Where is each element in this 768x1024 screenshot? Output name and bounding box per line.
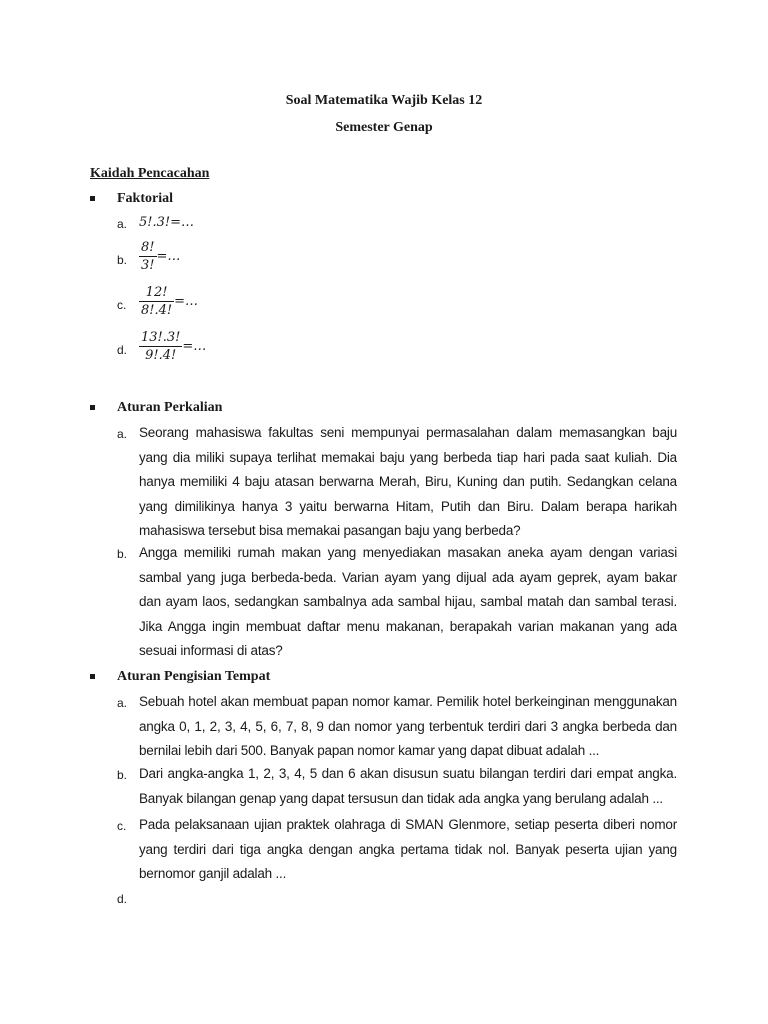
question-text: Dari angka-angka 1, 2, 3, 4, 5 dan 6 akan disusun suatu bilangan terdiri dari empat angka. Banyak bilangan genap yang dapat tersusun dan tidak ada angka yang berulang adalah ... xyxy=(139,766,677,806)
item-marker: b. xyxy=(117,768,128,782)
fraction-numerator: 13!.3! xyxy=(141,330,181,345)
item-marker: a. xyxy=(117,696,128,710)
fraction-numerator: 12! xyxy=(145,285,168,300)
item-marker: d. xyxy=(117,343,128,357)
item-marker: c. xyxy=(117,298,127,312)
document-title: Soal Matematika Wajib Kelas 12 xyxy=(285,93,483,108)
fraction-tail: =… xyxy=(156,249,181,264)
item-marker: a. xyxy=(117,217,128,231)
fraction xyxy=(139,285,174,318)
math-expression xyxy=(139,330,206,363)
math-expression xyxy=(139,285,198,318)
question-text: Seorang mahasiswa fakultas seni mempunyai permasalahan dalam memasangkan baju yang dia miliki supaya terlihat memakai baju yang berbeda tiap hari pada saat kuliah. Dia hanya memiliki 4 baju atasan berwarna Merah, Biru, Kuning dan putih. Sedangkan celana yang dimilikinya hanya 3 yaitu berwarna Hitam, Putih dan Biru. Dalam berapa harikah mahasiswa tersebut bisa memakai pasangan baju yang berbeda? xyxy=(139,425,677,538)
fraction xyxy=(139,330,182,363)
fraction-denominator: 9!.4! xyxy=(139,346,182,363)
bullet-square-icon xyxy=(90,405,95,410)
item-marker: b. xyxy=(117,547,128,561)
question-text: Pada pelaksanaan ujian praktek olahraga di SMAN Glenmore, setiap peserta diberi nomor yang terdiri dari tiga angka dengan angka pertama tidak nol. Banyak peserta ujian yang bernomor ganjil adalah ... xyxy=(139,817,677,881)
item-marker: d. xyxy=(117,892,128,906)
bullet-square-icon xyxy=(90,674,95,679)
document-subtitle: Semester Genap xyxy=(335,120,433,135)
question-text: Sebuah hotel akan membuat papan nomor kamar. Pemilik hotel berkeinginan menggunakan angka 0, 1, 2, 3, 4, 5, 6, 7, 8, 9 dan nomor yang terbentuk terdiri dari 3 angka berbeda dan bernilai lebih dari 500. Banyak papan nomor kamar yang dapat dibuat adalah ... xyxy=(139,694,677,758)
bullet-label: Faktorial xyxy=(117,191,173,206)
item-marker: a. xyxy=(117,427,128,441)
fraction-numerator: 8! xyxy=(141,240,155,255)
question-text: Angga memiliki rumah makan yang menyediakan masakan aneka ayam dengan variasi sambal yang juga berbeda-beda. Varian ayam yang dijual ada ayam geprek, ayam bakar dan ayam laos, sedangkan sambalnya ada sambal hijau, sambal matah dan sambal terasi. Jika Angga ingin membuat daftar menu makanan, berapakah varian makanan yang ada sesuai informasi di atas? xyxy=(139,545,677,658)
math-expression xyxy=(139,240,180,273)
fraction-tail: =… xyxy=(174,294,199,309)
fraction-denominator: 3! xyxy=(141,258,155,273)
bullet-square-icon xyxy=(90,196,95,201)
bullet-label: Aturan Pengisian Tempat xyxy=(117,669,271,684)
fraction-denominator: 8!.4! xyxy=(141,303,173,318)
item-marker: c. xyxy=(117,819,127,833)
bullet-label: Aturan Perkalian xyxy=(117,400,223,415)
section-heading: Kaidah Pencacahan xyxy=(90,166,210,181)
fraction-tail: =… xyxy=(182,339,207,354)
math-expression: 5!.3!=… xyxy=(139,215,195,230)
fraction xyxy=(139,240,157,273)
item-marker: b. xyxy=(117,253,128,267)
